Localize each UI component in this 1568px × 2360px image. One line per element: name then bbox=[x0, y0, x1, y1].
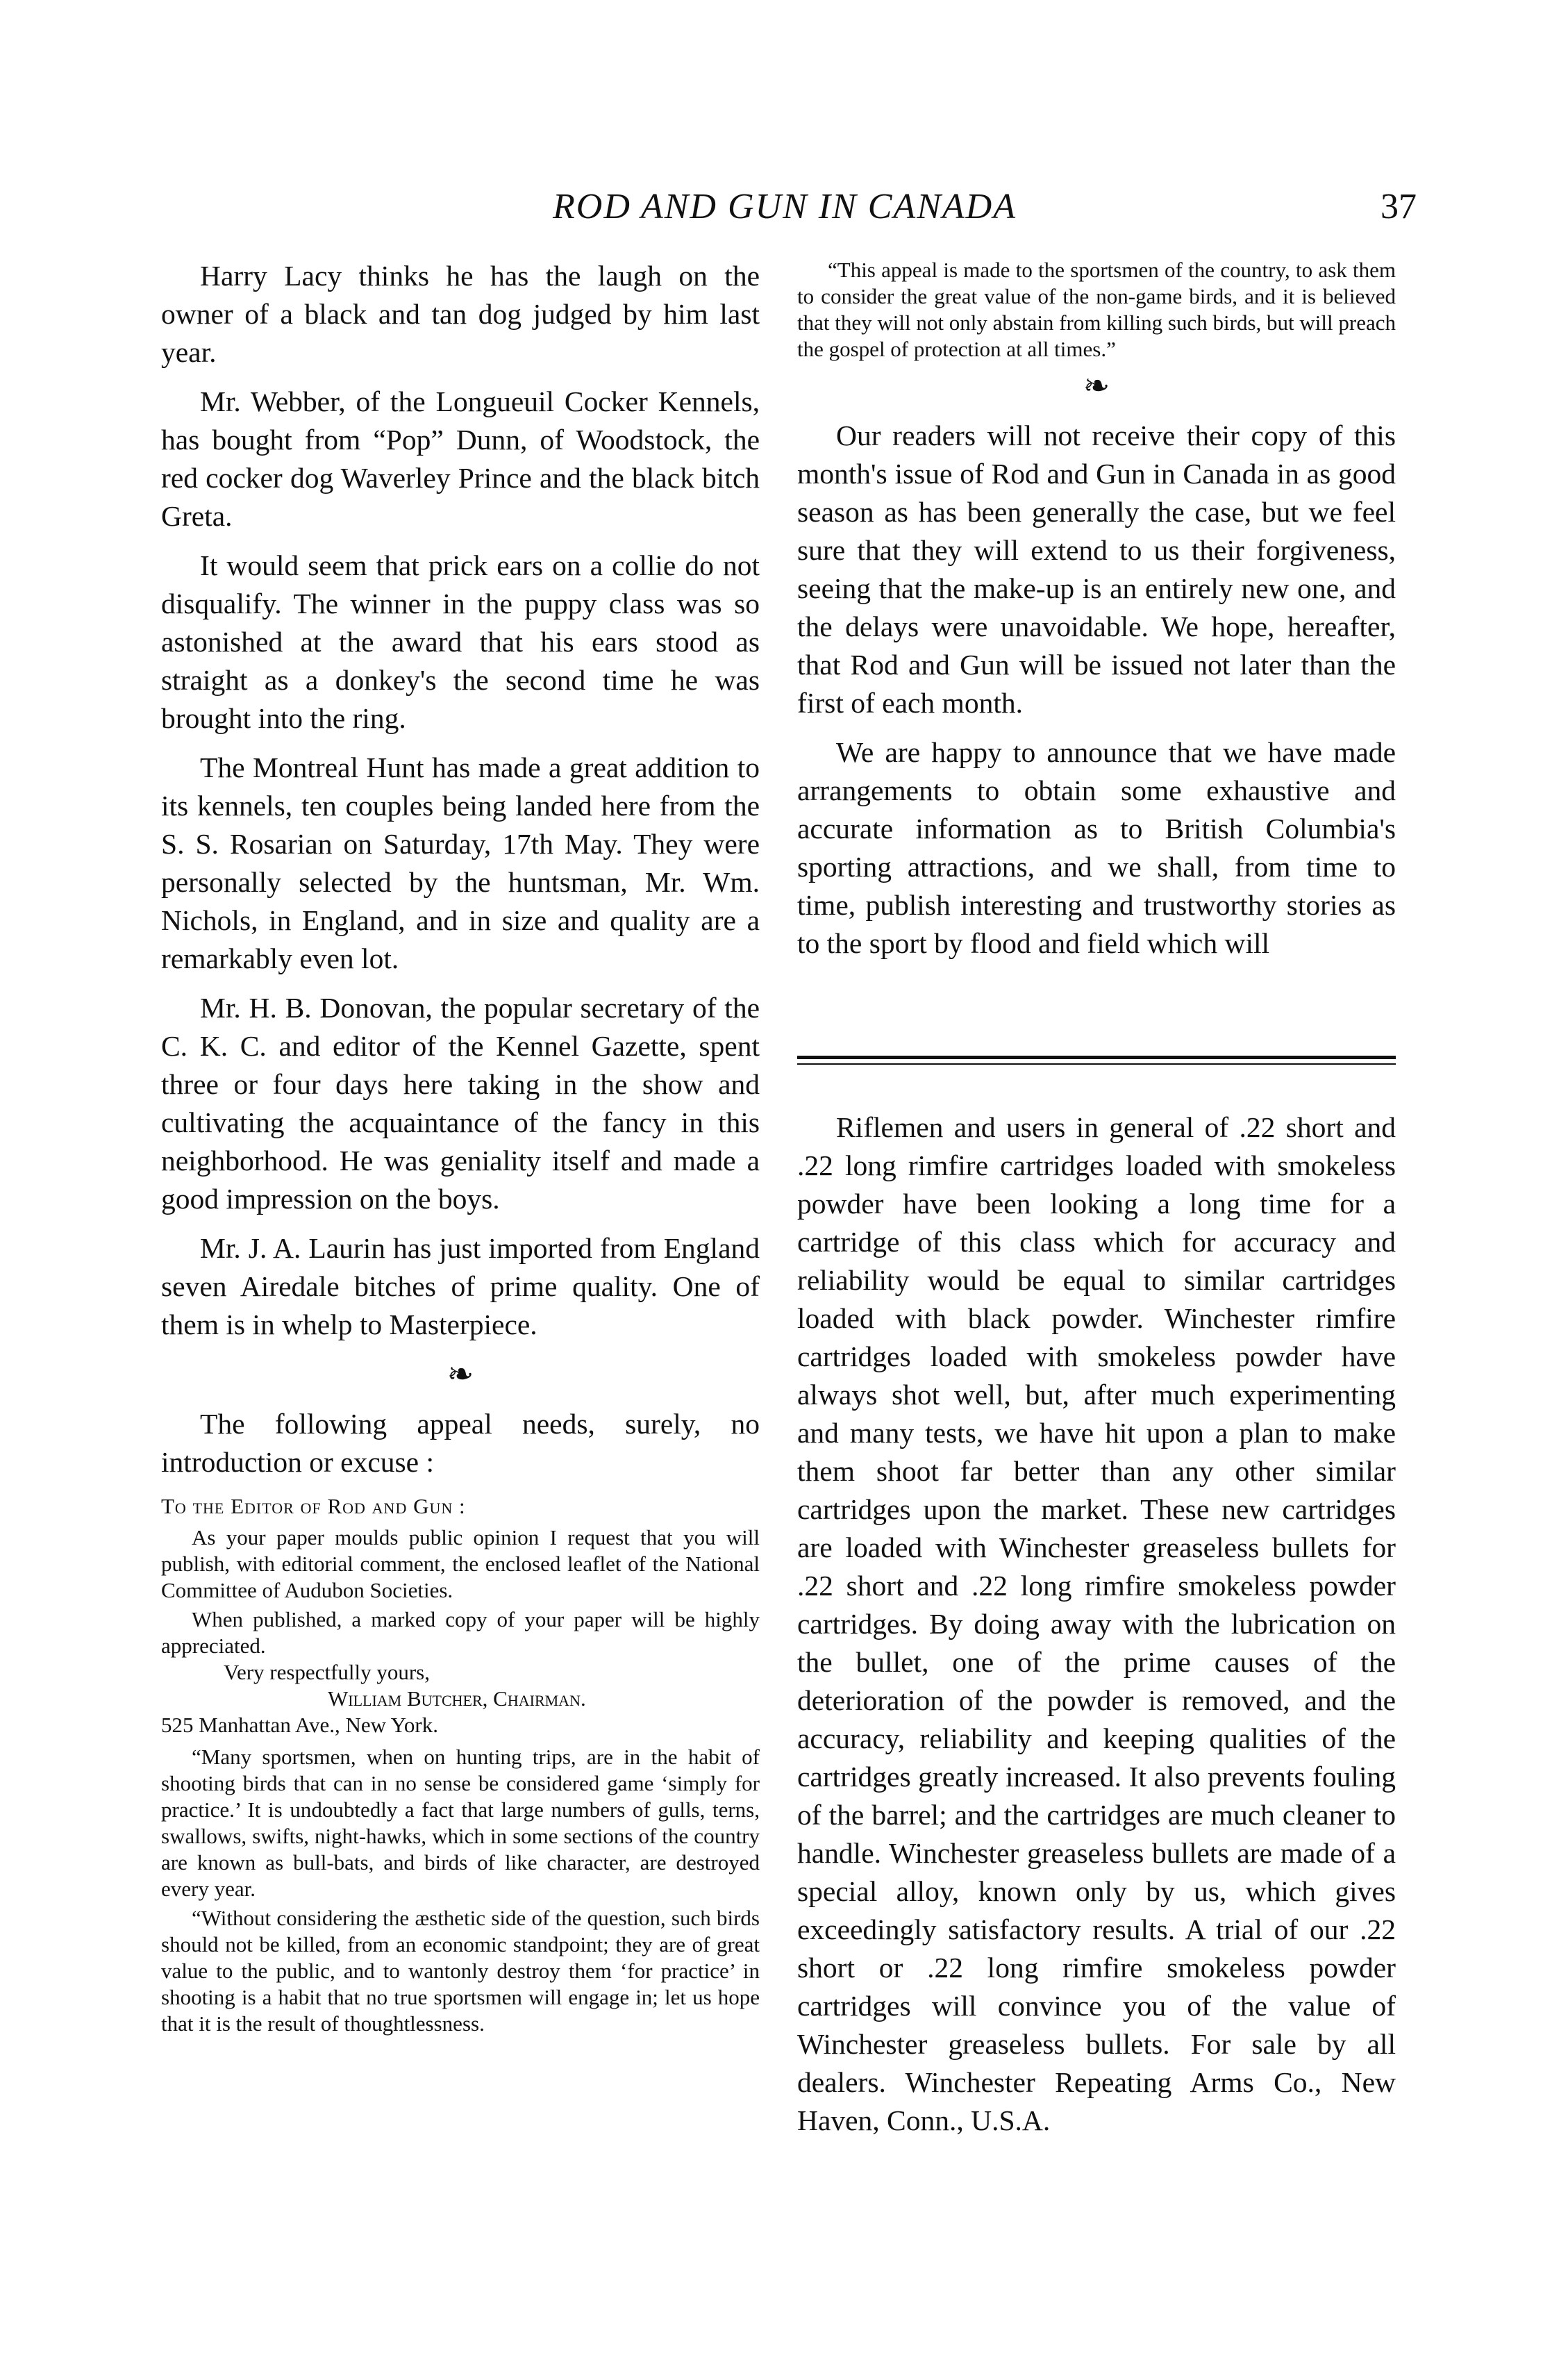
page-number: 37 bbox=[1381, 187, 1417, 226]
leaf-ornament-icon: ❧ bbox=[447, 1356, 474, 1392]
quote-continued: “This appeal is made to the sportsmen of the country, to ask them to consider the great value of the non-game birds, and it is believed that they will not only abstain from killing such birds, but will preach the gospel of protection at all times.” bbox=[797, 258, 1396, 361]
paragraph: It would seem that prick ears on a collie do not disqualify. The winner in the puppy class was so astonished at the award that his ears stood as straight as a donkey's the second time he was brought into the ring. bbox=[161, 549, 760, 734]
leaf-ornament-icon: ❧ bbox=[1083, 368, 1110, 404]
right-column-bottom bbox=[797, 1108, 1396, 2151]
paragraph: Mr. Webber, of the Longueuil Cocker Kennels, has bought from “Pop” Dunn, of Woodstock, the red cocker dog Waverley Prince and the black bitch Greta. bbox=[161, 385, 760, 532]
paragraph: The Montreal Hunt has made a great addition to its kennels, ten couples being landed here from the S. S. Rosarian on Saturday, 17th May. They were personally selected by the huntsman, Mr. Wm. Nichols, in England, and in size and quality are a remarkably even lot. bbox=[161, 751, 760, 974]
rule-thin bbox=[797, 1063, 1396, 1065]
left-column bbox=[161, 257, 760, 2040]
appeal-intro: The following appeal needs, surely, no introduction or excuse : bbox=[161, 1408, 760, 1478]
letter-address-line: 525 Manhattan Ave., New York. bbox=[161, 1713, 438, 1737]
rule-thick bbox=[797, 1056, 1396, 1059]
letter-closing: Very respectfully yours, bbox=[224, 1660, 430, 1684]
quote-paragraph: “Without considering the æsthetic side of the question, such birds should not be killed, from an economic standpoint; they are of great value to the public, and to wantonly destroy them ‘for practice’ in shooting is a habit that no true sportsmen will engage in; let us hope that it is the result of thoughtlessness. bbox=[161, 1906, 760, 2036]
advertisement-text: Riflemen and users in general of .22 short and .22 long rimfire cartridges loaded with smokeless powder have been looking a long time for a cartridge of this class which for accuracy and reliability would be equal to similar cartridges loaded with black powder. Winchester rimfire cartridges loaded with smokeless powder have always shot well, but, after much experimenting and many tests, we have hit upon a plan to make them shoot far better than any other similar cartridges upon the market. These new cartridges are loaded with Winchester greaseless bullets for .22 short and .22 long rimfire smokeless powder cartridges. By doing away with the lubrication on the bullet, one of the prime causes of the deterioration of the powder is removed, and the accuracy, reliability and keeping qualities of the cartridges greatly increased. It also prevents fouling of the barrel; and the cartridges are much cleaner to handle. Winchester greaseless bullets are made of a special alloy, known only by us, which gives exceedingly satisfactory results. A trial of our .22 short or .22 long rimfire smokeless powder cartridges will convince you of the value of Winchester greaseless bullets. For sale by all dealers. Winchester Repeating Arms Co., New Haven, Conn., U.S.A. bbox=[797, 1111, 1396, 2136]
paragraph: Mr. J. A. Laurin has just imported from England seven Airedale bitches of prime quality. One of them is in whelp to Masterpiece. bbox=[161, 1232, 760, 1340]
quote-paragraph: “Many sportsmen, when on hunting trips, are in the habit of shooting birds that can in no sense be considered game ‘simply for practice.’ It is undoubtedly a fact that large numbers of gulls, terns, swallows, swifts, night-hawks, which in some sections of the country are known as bull-bats, and birds of like character, are destroyed every year. bbox=[161, 1745, 760, 1901]
running-title: ROD AND GUN IN CANADA bbox=[553, 187, 1017, 226]
paragraph: Mr. H. B. Donovan, the popular secretary of the C. K. C. and editor of the Kennel Gazette, spent three or four days here taking in the show and cultivating the acquaintance of the fancy in this neighborhood. He was geniality itself and made a good impression on the boys. bbox=[161, 992, 760, 1215]
right-column-top bbox=[797, 257, 1396, 974]
letter-signature: William Butcher, Chairman. bbox=[328, 1686, 586, 1711]
paragraph: Harry Lacy thinks he has the laugh on the owner of a black and tan dog judged by him last year. bbox=[161, 260, 760, 368]
letter-salutation: To the Editor of Rod and Gun : bbox=[161, 1494, 466, 1518]
double-rule-divider bbox=[797, 1056, 1396, 1065]
letter-paragraph: As your paper moulds public opinion I request that you will publish, with editorial comment, the enclosed leaflet of the National Committee of Audubon Societies. bbox=[161, 1525, 760, 1602]
paragraph: We are happy to announce that we have made arrangements to obtain some exhaustive and accurate information as to British Columbia's sporting attractions, and we shall, from time to time, publish interesting and trustworthy stories as to the sport by flood and field which will bbox=[797, 736, 1396, 959]
letter-paragraph: When published, a marked copy of your paper will be highly appreciated. bbox=[161, 1607, 760, 1658]
paragraph: Our readers will not receive their copy of this month's issue of Rod and Gun in Canada in as good season as has been generally the case, but we feel sure that they will extend to us their forgiveness, seeing that the make-up is an entirely new one, and the delays were unavoidable. We hope, hereafter, that Rod and Gun will be issued not later than the first of each month. bbox=[797, 419, 1396, 719]
